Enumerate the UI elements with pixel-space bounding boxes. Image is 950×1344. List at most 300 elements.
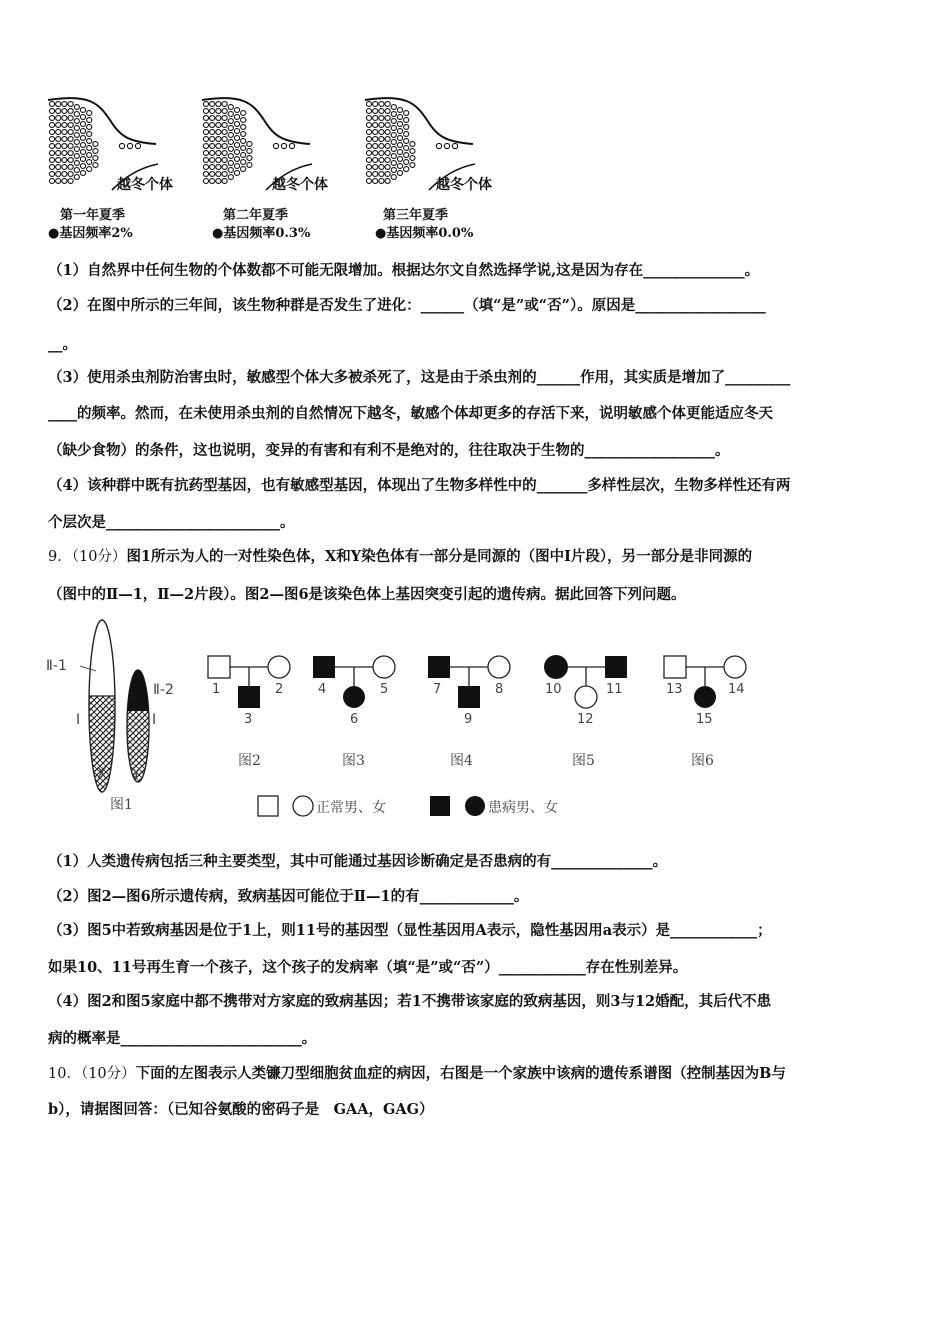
population-dot [391, 140, 396, 145]
population-dot [391, 154, 396, 159]
population-dot [74, 175, 79, 180]
population-dot [385, 179, 390, 184]
ped-female-12 [575, 686, 597, 708]
population-dot [366, 179, 371, 184]
num-10: 10 [545, 682, 562, 697]
population-dot [87, 146, 92, 151]
season-label-3: 第三年夏季 [383, 208, 449, 223]
population-dot [404, 146, 409, 151]
num-14: 14 [728, 682, 745, 697]
population-dot [410, 149, 415, 154]
population-dot [80, 150, 85, 155]
population-dot [385, 172, 390, 177]
freq-value-3: 基因频率0.0% [386, 226, 474, 241]
population-dot [49, 137, 54, 142]
population-dot [385, 158, 390, 163]
population-dot [210, 102, 215, 107]
q8-line-7: （4）该种群中既有抗药型基因，也有敏感型基因，体现出了生物多样性中的_______多样性层次，生物多样性还有两 [48, 477, 791, 494]
fig2-caption: 图2 [238, 753, 261, 769]
ped-male-1 [208, 656, 230, 678]
population-dot [366, 158, 371, 163]
population-dot [68, 179, 73, 184]
population-dot [241, 160, 246, 165]
q8-line-5: ____的频率。然而，在未使用杀虫剂的自然情况下越冬，敏感个体却更多的存活下来，说明敏感个体更能适应冬天 [48, 405, 773, 422]
population-dot [80, 108, 85, 113]
population-dot [74, 154, 79, 159]
q9-sub-4: （4）图2和图5家庭中都不携带对方家庭的致病基因；若1不携带该家庭的致病基因，则3与12婚配，其后代不患 [48, 993, 772, 1010]
population-dot [56, 158, 61, 163]
population-dot [404, 167, 409, 172]
population-dot [373, 123, 378, 128]
population-dot [222, 172, 227, 177]
season-label-2: 第二年夏季 [223, 208, 289, 223]
q9-stem-1: 图1所示为人的一对性染色体，X和Y染色体有一部分是同源的（图中Ⅰ片段），另一部分是非同源的 [126, 548, 753, 565]
population-dot [216, 102, 221, 107]
population-dot [119, 143, 124, 148]
population-dot [404, 153, 409, 158]
population-dot [62, 123, 67, 128]
population-dot [93, 156, 98, 161]
population-dot [228, 126, 233, 131]
population-dot [397, 157, 402, 162]
population-dot [80, 129, 85, 134]
population-dot [62, 158, 67, 163]
population-dot [80, 115, 85, 120]
population-dot [56, 116, 61, 121]
population-dot [62, 165, 67, 170]
population-dot [397, 143, 402, 148]
num-5: 5 [380, 682, 389, 697]
population-dot [222, 137, 227, 142]
population-dot [93, 149, 98, 154]
num-13: 13 [666, 682, 683, 697]
population-dot [222, 123, 227, 128]
population-dot [366, 130, 371, 135]
population-dot [379, 109, 384, 114]
population-dot [87, 167, 92, 172]
population-dot [62, 151, 67, 156]
q8-line-4: （3）使用杀虫剂防治害虫时，敏感型个体大多被杀死了，这是由于杀虫剂的______作用，其实质是增加了_________ [48, 369, 791, 386]
population-dot [135, 143, 140, 148]
population-dot [210, 130, 215, 135]
fig6-caption: 图6 [691, 753, 714, 769]
population-dot [397, 171, 402, 176]
population-dot [410, 163, 415, 168]
population-dot [234, 157, 239, 162]
label-y: Y [132, 766, 141, 782]
population-dot [379, 144, 384, 149]
population-dot [222, 109, 227, 114]
population-dot [68, 130, 73, 135]
q9-score: （10分） [71, 549, 127, 565]
population-dot [373, 158, 378, 163]
population-dot [80, 143, 85, 148]
population-dot [49, 144, 54, 149]
population-dot [228, 161, 233, 166]
pedigree-svg [40, 616, 780, 831]
population-dot [289, 143, 294, 148]
population-dot [62, 116, 67, 121]
bullet-icon: ● [375, 226, 387, 241]
population-dot [228, 168, 233, 173]
population-dot [74, 168, 79, 173]
population-dot [74, 119, 79, 124]
population-figure [40, 92, 560, 252]
population-dot [228, 140, 233, 145]
num-3: 3 [244, 712, 253, 727]
population-dot [210, 151, 215, 156]
population-dot [379, 116, 384, 121]
ped-female-10 [544, 655, 568, 679]
population-dot [391, 133, 396, 138]
population-dot [373, 102, 378, 107]
population-dot [68, 172, 73, 177]
population-dot [56, 130, 61, 135]
population-dot [56, 137, 61, 142]
population-dot [385, 109, 390, 114]
num-9: 9 [464, 712, 473, 727]
population-dot [373, 116, 378, 121]
q10-line-2: b），请据图回答：（已知谷氨酸的密码子是 GAA，GAG） [48, 1101, 434, 1118]
population-dot [68, 165, 73, 170]
population-dot [74, 140, 79, 145]
population-dot [49, 179, 54, 184]
population-dot [210, 109, 215, 114]
population-dot [80, 136, 85, 141]
fig1-caption: 图1 [110, 797, 133, 813]
population-dot [80, 122, 85, 127]
population-dot [385, 151, 390, 156]
population-dot [74, 126, 79, 131]
q9-line-1 [48, 546, 908, 568]
population-dot [391, 105, 396, 110]
population-dot [74, 133, 79, 138]
population-dot [56, 172, 61, 177]
population-dot [68, 123, 73, 128]
season-label-1: 第一年夏季 [60, 208, 126, 223]
population-dot [228, 175, 233, 180]
overwinter-label-3: 越冬个体 [436, 177, 492, 193]
population-dot [366, 172, 371, 177]
population-dot [222, 102, 227, 107]
population-dot [234, 150, 239, 155]
population-dot [397, 122, 402, 127]
population-dot [234, 122, 239, 127]
population-dot [80, 171, 85, 176]
fig3-caption: 图3 [342, 753, 365, 769]
population-dot [49, 151, 54, 156]
freq-value-1: 基因频率2% [59, 226, 133, 241]
q9-number: 9． [48, 549, 72, 565]
population-dot [68, 102, 73, 107]
population-dot [385, 130, 390, 135]
legend-normal-label: 正常男、女 [316, 800, 386, 816]
population-dot [391, 161, 396, 166]
population-dot [366, 116, 371, 121]
q8-line-8: 个层次是________________________。 [48, 514, 295, 531]
population-dot [203, 116, 208, 121]
population-dot [222, 144, 227, 149]
population-dot [273, 143, 278, 148]
population-dot [366, 137, 371, 142]
population-dot [247, 163, 252, 168]
population-dot [80, 157, 85, 162]
bullet-icon: ● [48, 226, 60, 241]
population-dot [203, 109, 208, 114]
population-dot [216, 123, 221, 128]
population-dot [210, 165, 215, 170]
population-dot [247, 149, 252, 154]
population-dot [216, 172, 221, 177]
population-dot [203, 151, 208, 156]
freq-label-3 [375, 222, 473, 241]
population-dot [56, 165, 61, 170]
population-dot [87, 111, 92, 116]
population-dot [216, 137, 221, 142]
population-dot [87, 160, 92, 165]
population-dot [410, 156, 415, 161]
label-i-right: Ⅰ [152, 712, 157, 728]
q8-line-3: __。 [48, 336, 77, 353]
population-dot [62, 172, 67, 177]
population-dot [373, 109, 378, 114]
population-dot [241, 125, 246, 130]
num-8: 8 [495, 682, 504, 697]
num-11: 11 [606, 682, 623, 697]
population-dot [210, 158, 215, 163]
population-dot [385, 116, 390, 121]
population-dot [222, 158, 227, 163]
population-dot [49, 123, 54, 128]
population-dot [391, 112, 396, 117]
population-dot [216, 109, 221, 114]
population-dot [210, 116, 215, 121]
ped-female-14 [724, 656, 746, 678]
population-dot [391, 119, 396, 124]
population-dot [234, 115, 239, 120]
population-dot [366, 165, 371, 170]
population-dot [203, 144, 208, 149]
ped-female-5 [373, 656, 395, 678]
population-dot [74, 112, 79, 117]
population-dot [241, 132, 246, 137]
population-dot [68, 158, 73, 163]
population-dot [87, 125, 92, 130]
ped-male-3 [238, 686, 260, 708]
population-dot [56, 102, 61, 107]
label-ii1: Ⅱ-1 [46, 658, 67, 674]
population-dot [49, 158, 54, 163]
population-dot [385, 137, 390, 142]
num-7: 7 [433, 682, 442, 697]
population-dot [87, 118, 92, 123]
population-dot [404, 160, 409, 165]
population-dot [87, 139, 92, 144]
population-dot [49, 130, 54, 135]
population-dot [62, 144, 67, 149]
population-dot [391, 126, 396, 131]
population-dot [241, 167, 246, 172]
population-dot [379, 151, 384, 156]
overwinter-label-2: 越冬个体 [272, 177, 328, 193]
population-dot [49, 165, 54, 170]
population-dot [373, 172, 378, 177]
population-dot [210, 172, 215, 177]
population-dot [247, 142, 252, 147]
freq-value-2: 基因频率0.3% [223, 226, 311, 241]
population-dot [62, 102, 67, 107]
population-dot [228, 147, 233, 152]
population-dot [241, 139, 246, 144]
num-2: 2 [275, 682, 284, 697]
population-dot [234, 164, 239, 169]
legend-normal-male-icon [258, 796, 278, 816]
population-dot [74, 147, 79, 152]
population-dot [379, 102, 384, 107]
population-dot [203, 158, 208, 163]
q9-sub-1: （1）人类遗传病包括三种主要类型，其中可能通过基因诊断确定是否患病的有______________。 [48, 853, 668, 870]
ped-male-11 [605, 656, 627, 678]
population-dot [373, 151, 378, 156]
population-dot [203, 123, 208, 128]
population-dot [379, 130, 384, 135]
population-dot [379, 165, 384, 170]
population-dot [366, 109, 371, 114]
population-dot [228, 154, 233, 159]
population-dot [241, 118, 246, 123]
q10-stem-1: 下面的左图表示人类镰刀型细胞贫血症的病因，右图是一个家族中该病的遗传系谱图（控制基因为B与 [135, 1065, 786, 1082]
population-dot [49, 116, 54, 121]
q9-sub-4b: 病的概率是_________________________。 [48, 1030, 317, 1047]
population-dot [234, 129, 239, 134]
ped-female-2 [268, 656, 290, 678]
ped-male-9 [458, 686, 480, 708]
population-dot [404, 125, 409, 130]
num-12: 12 [577, 712, 594, 727]
population-dot [210, 144, 215, 149]
q8-line-2: （2）在图中所示的三年间，该生物种群是否发生了进化：______（填“是”或“否”）。原因是__________________ [48, 297, 766, 314]
bullet-icon: ● [212, 226, 224, 241]
population-dot [216, 158, 221, 163]
population-dot [379, 172, 384, 177]
population-dot [373, 130, 378, 135]
population-dot [366, 102, 371, 107]
population-dot [366, 151, 371, 156]
population-dot [379, 137, 384, 142]
label-x: X [97, 766, 107, 782]
population-dot [404, 118, 409, 123]
q9-line-2: （图中的Ⅱ—1，Ⅱ—2片段）。图2—图6是该染色体上基因突变引起的遗传病。据此回答下列问题。 [48, 586, 686, 603]
population-dot [56, 123, 61, 128]
population-dot [216, 179, 221, 184]
population-dot [62, 137, 67, 142]
population-dot [56, 151, 61, 156]
population-dot [241, 153, 246, 158]
population-dot [241, 146, 246, 151]
population-dot [62, 109, 67, 114]
ped-male-7 [428, 656, 450, 678]
population-dot [80, 164, 85, 169]
q9-sub-2: （2）图2—图6所示遗传病，致病基因可能位于Ⅱ—1的有_____________。 [48, 888, 529, 905]
legend-ill-label: 患病男、女 [488, 800, 558, 816]
population-dot [379, 123, 384, 128]
population-dot [93, 163, 98, 168]
legend-ill-female-icon [465, 796, 485, 816]
population-dot [210, 137, 215, 142]
population-dot [87, 132, 92, 137]
population-dot [385, 144, 390, 149]
population-dot [397, 136, 402, 141]
population-dot [234, 171, 239, 176]
population-dot [203, 130, 208, 135]
legend-ill-male-icon [430, 796, 450, 816]
population-dot [87, 153, 92, 158]
label-i-left: Ⅰ [76, 712, 81, 728]
population-dot [391, 147, 396, 152]
population-dot [216, 144, 221, 149]
num-1: 1 [212, 682, 221, 697]
population-dot [203, 165, 208, 170]
population-dot [373, 165, 378, 170]
population-dot [68, 144, 73, 149]
population-dot [203, 137, 208, 142]
population-dot [216, 130, 221, 135]
population-dot [436, 143, 441, 148]
num-4: 4 [318, 682, 327, 697]
num-15: 15 [696, 712, 713, 727]
population-dot [234, 136, 239, 141]
overwinter-label-1: 越冬个体 [117, 177, 173, 193]
q10-score: （10分） [80, 1066, 136, 1082]
q10-number: 10． [48, 1066, 81, 1082]
population-dot [203, 179, 208, 184]
population-dot [228, 105, 233, 110]
population-dot [241, 111, 246, 116]
legend-normal-female-icon [293, 796, 313, 816]
population-dot [385, 102, 390, 107]
population-dot [49, 172, 54, 177]
ped-male-4 [313, 656, 335, 678]
population-dot [373, 137, 378, 142]
freq-label-2 [212, 222, 310, 241]
population-dot [366, 123, 371, 128]
population-dot [385, 123, 390, 128]
population-dot [216, 151, 221, 156]
population-dot [68, 109, 73, 114]
population-dot [385, 165, 390, 170]
population-dot [203, 102, 208, 107]
population-dot [93, 142, 98, 147]
population-dot [247, 156, 252, 161]
population-dot [234, 143, 239, 148]
population-dot [397, 108, 402, 113]
population-dot [49, 102, 54, 107]
freq-label-1 [48, 222, 133, 241]
ped-female-6 [343, 686, 365, 708]
population-dot [366, 144, 371, 149]
population-dot [222, 116, 227, 121]
population-dot [397, 115, 402, 120]
population-dot [62, 130, 67, 135]
population-dot [56, 144, 61, 149]
label-ii2: Ⅱ-2 [153, 682, 174, 698]
population-dot [49, 109, 54, 114]
population-dot [410, 142, 415, 147]
population-dot [68, 137, 73, 142]
population-dot [444, 143, 449, 148]
population-dot [397, 150, 402, 155]
population-dot [222, 179, 227, 184]
